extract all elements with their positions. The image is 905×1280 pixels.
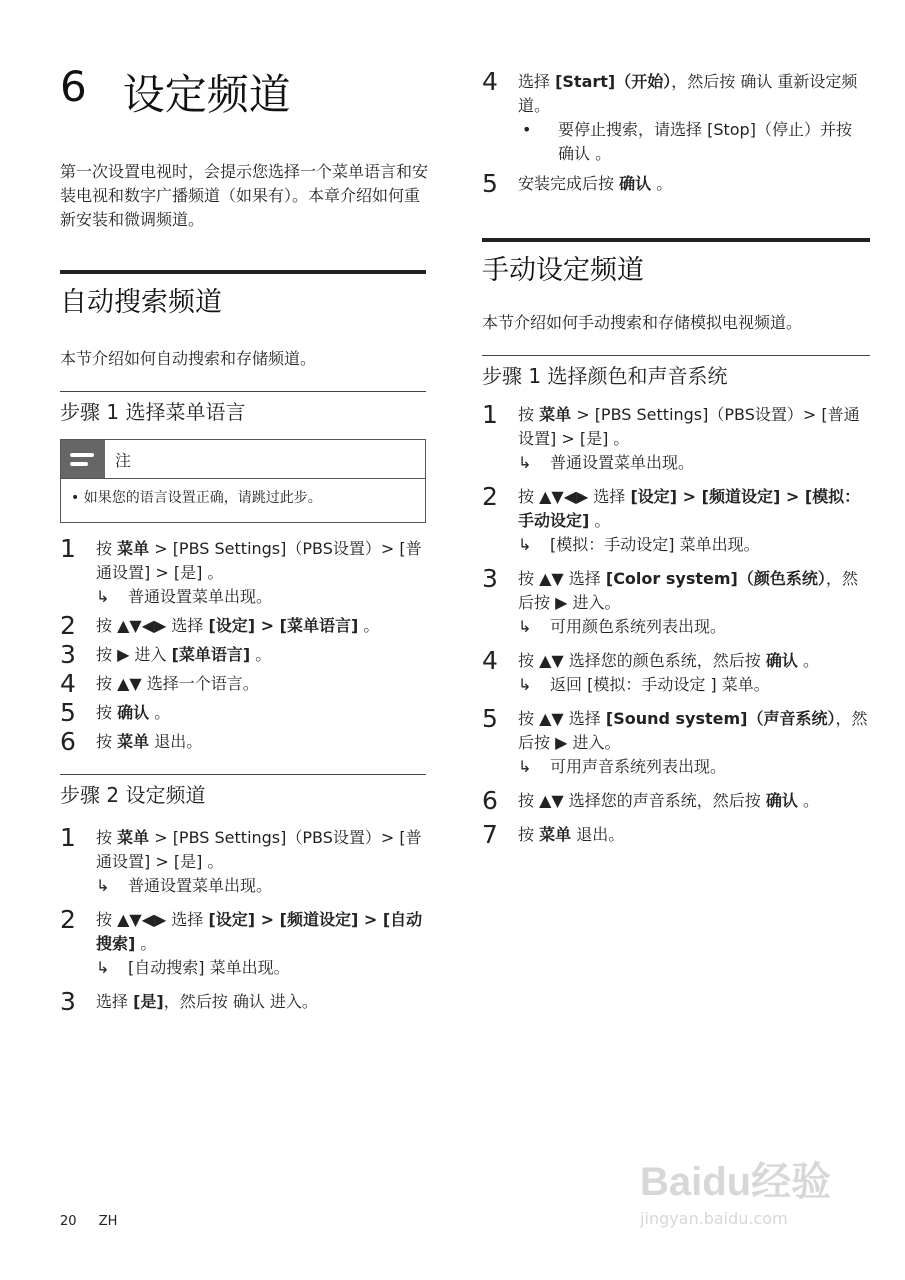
- note-label: 注: [115, 450, 132, 470]
- chapter-intro: 第一次设置电视时，会提示您选择一个菜单语言和安装电视和数字广播频道（如果有）。本章介绍如何重新安装和微调频道。: [60, 162, 429, 229]
- page-lang: ZH: [98, 1214, 118, 1229]
- right-column: [482, 67, 870, 857]
- auto-continued-list: [482, 67, 870, 198]
- list-item: [482, 646, 870, 697]
- step-heading-auto-1: 步骤 1 选择菜单语言: [60, 391, 426, 425]
- step-number: 4: [482, 67, 498, 96]
- list-item: [60, 534, 426, 609]
- list-item: [60, 905, 426, 980]
- page-number: 20: [60, 1214, 77, 1229]
- step-text: 按 ▲▼ 选择 [Sound system]（声音系统），然后按 ▶ 进入。: [518, 709, 868, 752]
- step-text: 按 ▲▼ 选择 [Color system]（颜色系统），然后按 ▶ 进入。: [518, 569, 858, 612]
- section-desc-manual: 本节介绍如何手动搜索和存储模拟电视频道。: [482, 313, 803, 332]
- list-item: [60, 987, 426, 1016]
- list-item: [482, 169, 870, 198]
- step-text: 按 ▲▼ 选择您的声音系统，然后按 确认 。: [518, 791, 819, 810]
- chapter-number: 6: [60, 62, 87, 111]
- list-item: [482, 786, 870, 815]
- watermark: [640, 1150, 831, 1228]
- note-box: [60, 439, 426, 523]
- chapter-heading: [60, 62, 291, 122]
- list-item: [482, 400, 870, 475]
- result-arrow-icon: ↳: [518, 675, 532, 694]
- step-number: 1: [60, 823, 76, 852]
- step-number: 4: [482, 646, 498, 675]
- step-heading-manual-1: 步骤 1 选择颜色和声音系统: [482, 355, 870, 389]
- list-item: [482, 67, 870, 166]
- list-item: [60, 823, 426, 898]
- list-item: [60, 727, 426, 756]
- step-number: 6: [482, 786, 498, 815]
- step-text: 安装完成后按 确认 。: [518, 174, 673, 193]
- auto-step1-list: [60, 534, 426, 756]
- list-item: [60, 611, 426, 640]
- step-number: 4: [60, 669, 76, 698]
- step-heading-auto-2: 步骤 2 设定频道: [60, 774, 426, 808]
- list-item: [60, 669, 426, 698]
- section-heading-manual: 手动设定频道: [482, 238, 870, 287]
- result-arrow-icon: ↳: [518, 535, 532, 554]
- step-result: ↳ 普通设置菜单出现。: [518, 451, 870, 475]
- result-arrow-icon: ↳: [518, 453, 532, 472]
- list-item: [482, 564, 870, 639]
- list-item: [482, 482, 870, 557]
- step-text: 选择 [是]，然后按 确认 进入。: [96, 992, 318, 1011]
- step-text: 按 ▲▼ 选择一个语言。: [96, 674, 259, 693]
- step-number: 7: [482, 820, 498, 849]
- step-text: 按 菜单 退出。: [96, 732, 203, 751]
- step-number: 2: [60, 905, 76, 934]
- step-number: 3: [60, 640, 76, 669]
- result-arrow-icon: ↳: [518, 757, 532, 776]
- step-text: 按 ▶ 进入 [菜单语言] 。: [96, 645, 272, 664]
- step-number: 1: [60, 534, 76, 563]
- watermark-url: jingyan.baidu.com: [640, 1209, 788, 1228]
- step-result: ↳ 返回 [模拟：手动设定 ] 菜单。: [518, 673, 870, 697]
- page-footer: [60, 1214, 117, 1229]
- result-arrow-icon: ↳: [518, 617, 532, 636]
- step-number: 3: [60, 987, 76, 1016]
- list-item: [60, 640, 426, 669]
- left-column: [60, 270, 426, 1024]
- step-text: 按 ▲▼◀▶ 选择 [设定] > [菜单语言] 。: [96, 616, 380, 635]
- step-text: 按 ▲▼◀▶ 选择 [设定] > [频道设定] > [自动搜索] 。: [96, 910, 423, 953]
- result-arrow-icon: ↳: [96, 958, 110, 977]
- step-number: 2: [482, 482, 498, 511]
- step-number: 5: [482, 169, 498, 198]
- result-arrow-icon: ↳: [96, 876, 110, 895]
- step-text: 选择 [Start]（开始），然后按 确认 重新设定频道。: [518, 72, 858, 115]
- watermark-brand: Baidu经验: [640, 1160, 832, 1204]
- list-item: [482, 704, 870, 779]
- step-result: ↳ [模拟：手动设定] 菜单出现。: [518, 533, 870, 557]
- manual-step1-list: [482, 400, 870, 849]
- step-number: 5: [60, 698, 76, 727]
- step-result: ↳ 普通设置菜单出现。: [96, 874, 426, 898]
- step-number: 2: [60, 611, 76, 640]
- note-icon: [61, 440, 105, 478]
- step-text: 按 ▲▼◀▶ 选择 [设定] > [频道设定] > [模拟：手动设定] 。: [518, 487, 861, 530]
- step-result: ↳ 可用颜色系统列表出现。: [518, 615, 870, 639]
- section-desc-auto: 本节介绍如何自动搜索和存储频道。: [60, 349, 317, 368]
- step-text: 按 菜单 > [PBS Settings]（PBS设置）> [普通设置] > [是] 。: [518, 405, 860, 448]
- step-text: 按 确认 。: [96, 703, 171, 722]
- step-number: 1: [482, 400, 498, 429]
- step-result: ↳ [自动搜索] 菜单出现。: [96, 956, 426, 980]
- step-number: 5: [482, 704, 498, 733]
- list-item: [60, 698, 426, 727]
- step-number: 6: [60, 727, 76, 756]
- step-result: ↳ 可用声音系统列表出现。: [518, 755, 870, 779]
- result-arrow-icon: ↳: [96, 587, 110, 606]
- auto-step2-list: [60, 823, 426, 1016]
- step-result: ↳ 普通设置菜单出现。: [96, 585, 426, 609]
- step-text: 按 菜单 > [PBS Settings]（PBS设置）> [普通设置] > [是] 。: [96, 828, 422, 871]
- section-heading-auto: 自动搜索频道: [60, 270, 426, 319]
- chapter-title: 设定频道: [122, 70, 291, 119]
- list-item: [482, 820, 870, 849]
- step-text: 按 ▲▼ 选择您的颜色系统，然后按 确认 。: [518, 651, 819, 670]
- step-text: 按 菜单 > [PBS Settings]（PBS设置）> [普通设置] > [是] 。: [96, 539, 422, 582]
- step-text: 按 菜单 退出。: [518, 825, 625, 844]
- note-text: • 如果您的语言设置正确，请跳过此步。: [61, 478, 425, 515]
- step-number: 3: [482, 564, 498, 593]
- step-bullet: • 要停止搜索，请选择 [Stop]（停止）并按 确认 。: [522, 120, 852, 163]
